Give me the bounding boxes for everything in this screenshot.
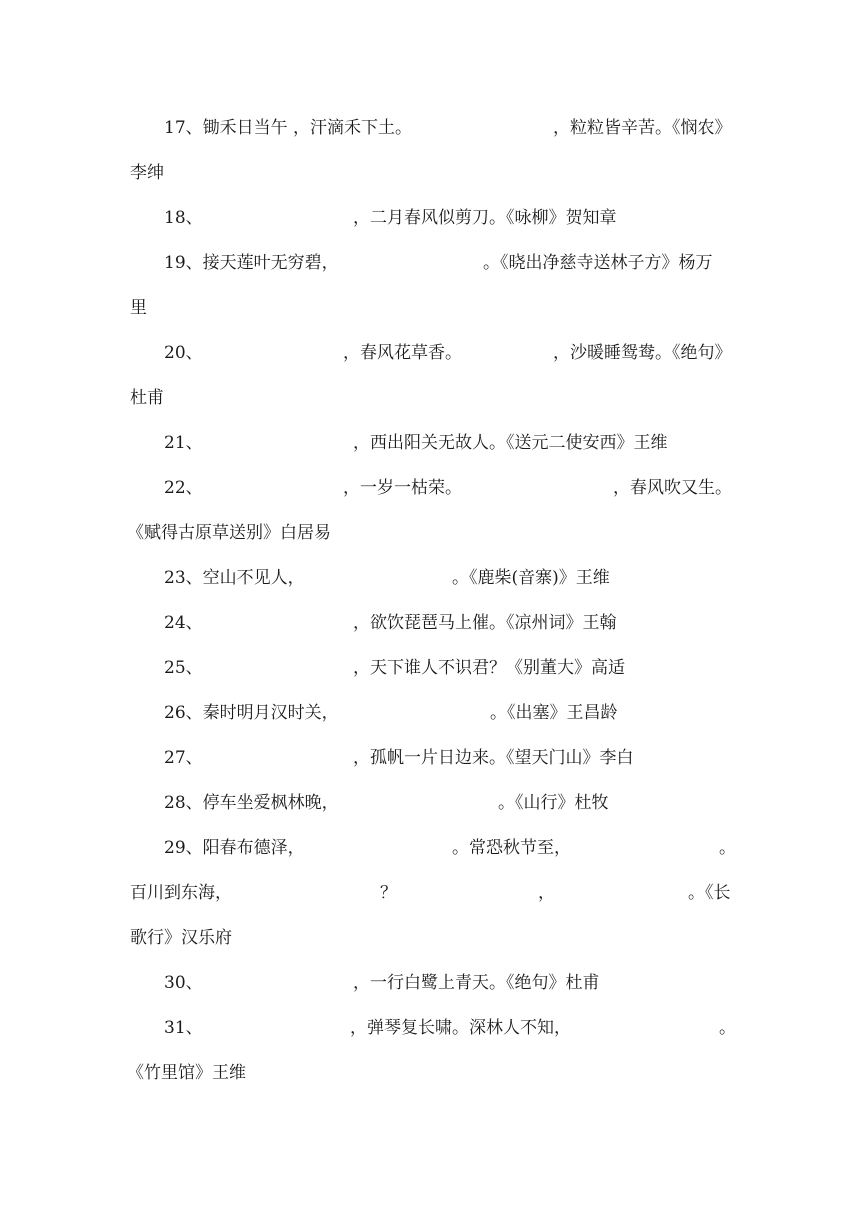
line-text: 。常恐秋节至，	[452, 838, 571, 858]
line-text: ，一岁一枯荣。	[343, 478, 462, 498]
line-text: 28、停车坐爱枫林晚，	[164, 793, 339, 813]
line-text: 24、	[164, 613, 203, 633]
line-text: 31、	[164, 1018, 203, 1038]
line-text: ，欲饮琵琶马上催。《凉州词》王翰	[353, 613, 617, 633]
line-text: 歌行》汉乐府	[130, 928, 232, 948]
line-text: ，西出阳关无故人。《送元二使安西》王维	[353, 433, 668, 453]
line-text: 29、阳春布德泽，	[164, 838, 305, 858]
line-text: 杜甫	[130, 388, 164, 408]
line-text: ，二月春风似剪刀。《咏柳》贺知章	[353, 208, 617, 228]
line-text: 19、接天莲叶无穷碧，	[164, 253, 339, 273]
line-text: 25、	[164, 658, 203, 678]
line-text: 。《出塞》王昌龄	[490, 703, 618, 723]
line-text: ，孤帆一片日边来。《望天门山》李白	[353, 748, 634, 768]
line-text: 里	[130, 298, 147, 318]
line-text: ，沙暖睡鸳鸯。《绝句》	[553, 343, 732, 363]
line-text: 30、	[164, 973, 203, 993]
line-text: 。	[719, 1018, 736, 1038]
line-text: 26、秦时明月汉时关，	[164, 703, 339, 723]
line-text: ，春风吹又生。	[613, 478, 732, 498]
line-text: 李绅	[130, 163, 164, 183]
line-text: 《赋得古原草送别》白居易	[127, 523, 331, 543]
line-text: ？	[380, 883, 397, 903]
line-text: 17、锄禾日当午 ，汗滴禾下土。	[164, 118, 413, 138]
line-text: 22、	[164, 478, 203, 498]
line-text: ，春风花草香。	[343, 343, 462, 363]
line-text: 《竹里馆》王维	[127, 1063, 246, 1083]
line-text: ，弹琴复长啸。深林人不知，	[350, 1018, 571, 1038]
line-text: 。《鹿柴(音寨)》王维	[452, 568, 610, 588]
line-text: 21、	[164, 433, 203, 453]
line-text: 20、	[164, 343, 203, 363]
line-text: ，	[538, 883, 555, 903]
line-text: 23、空山不见人，	[164, 568, 305, 588]
line-text: ，一行白鹭上青天。《绝句》杜甫	[353, 973, 600, 993]
line-text: ，粒粒皆辛苦。《悯农》	[553, 118, 732, 138]
line-text: 。《晓出净慈寺送林子方》杨万	[483, 253, 713, 273]
line-text: ，天下谁人不识君？《别董大》高适	[353, 658, 625, 678]
line-text: 百川到东海，	[130, 883, 232, 903]
line-text: 18、	[164, 208, 203, 228]
line-text: 。	[719, 838, 736, 858]
line-text: 。《长	[688, 883, 731, 903]
line-text: 。《山行》杜牧	[498, 793, 609, 813]
line-text: 27、	[164, 748, 203, 768]
